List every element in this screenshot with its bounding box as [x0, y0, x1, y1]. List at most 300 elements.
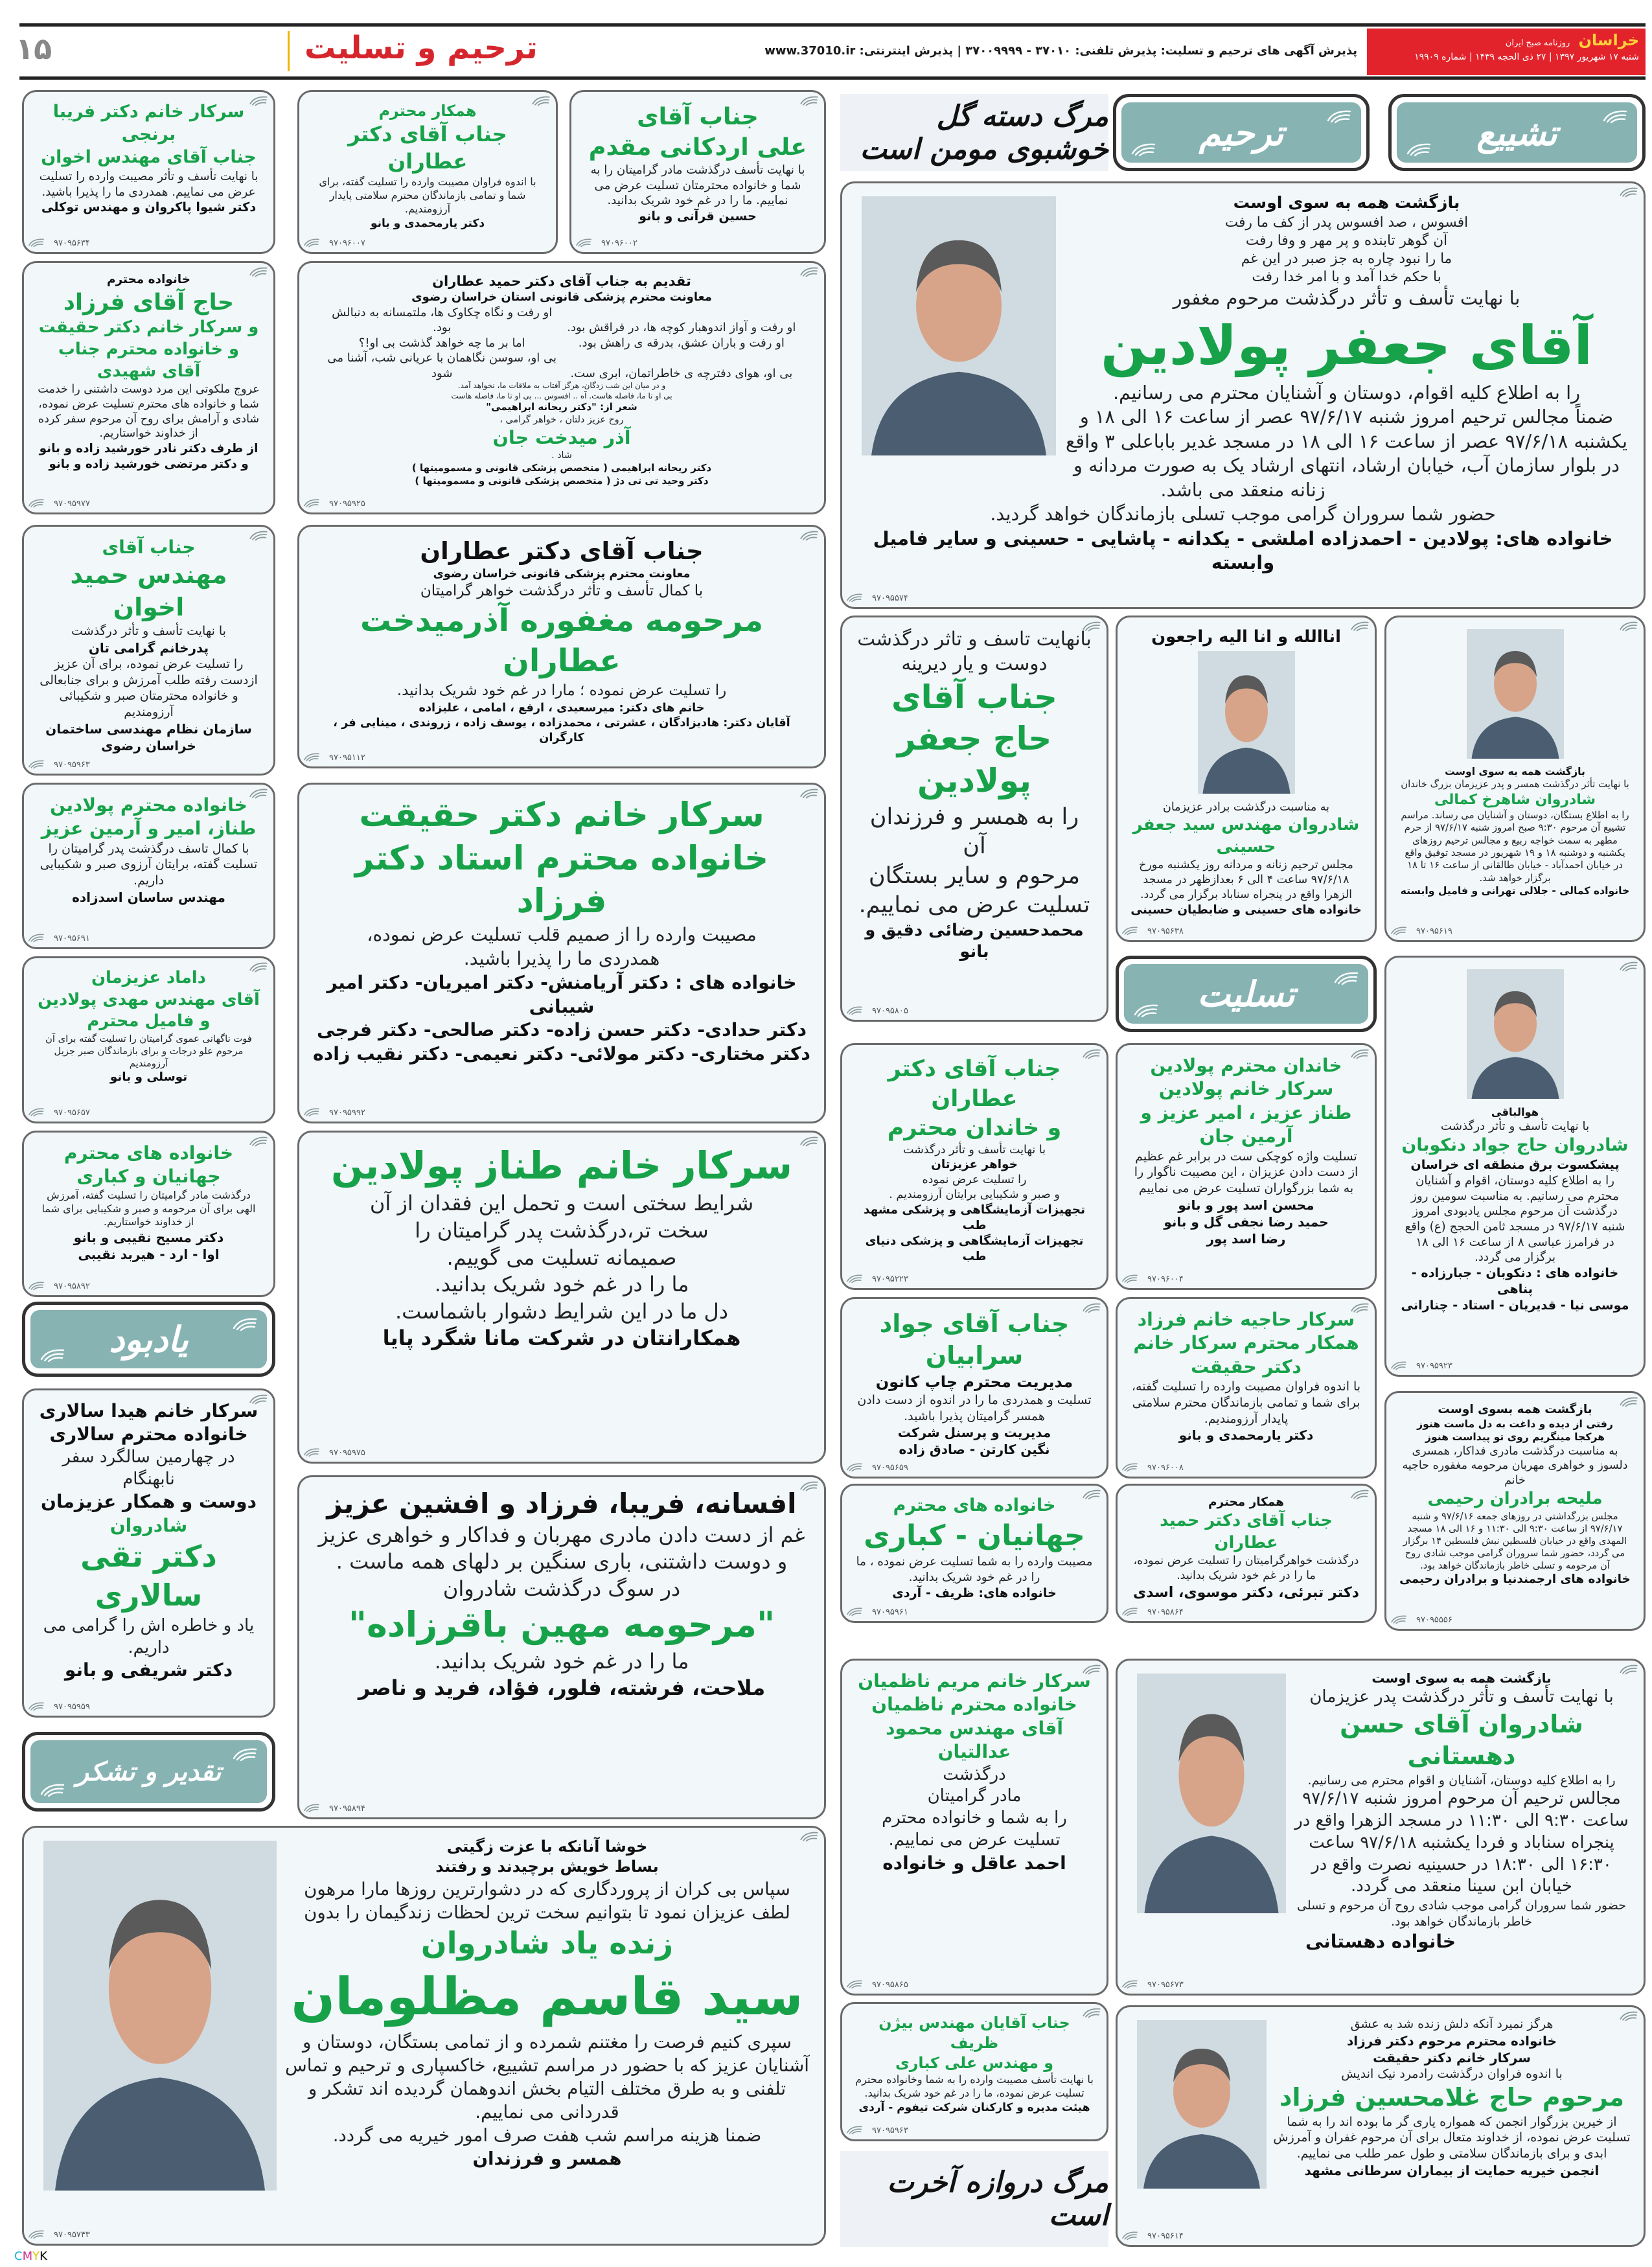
- ad-bold-line: خانواده محترم مرحوم دکتر فرزاد: [1347, 2032, 1557, 2049]
- obituary-ad-nazemian: [840, 1659, 1108, 1996]
- obituary-ad-attaran-top: [297, 90, 558, 254]
- ad-highlight-name: و خاندان محترم: [887, 1114, 1062, 1142]
- ad-reference-code: ۹۷۰۹۵۸۶۴: [1147, 1607, 1184, 1617]
- ad-highlight-name: سید قاسم مظلومان: [291, 1966, 803, 2027]
- ornament-icon: [303, 236, 320, 249]
- ornament-icon: [1390, 924, 1407, 937]
- ad-text-line: را به اطلاع کلیه اقوام، دوستان و آشنایان محترم می رسانیم.: [1112, 381, 1581, 404]
- portrait-photo: [1137, 2020, 1267, 2189]
- ad-bold-line: دکتر یارمحمدی و بانو: [1178, 1427, 1314, 1444]
- ad-highlight-name: همکار محترم: [378, 102, 477, 120]
- ad-highlight-name: خانواده های محترم: [63, 1142, 234, 1164]
- ad-bold-line: محمدحسین رضائی دقیق و بانو: [865, 920, 1084, 962]
- ad-bold-line: اوا - ارد - هیربد نقیبی: [78, 1247, 220, 1263]
- ad-text-line: فوت ناگهانی عموی گرامیتان را تسلیت گفته برای آن مرحوم علو درجات و برای بازماندگان صبر جزیل آرزومندیم: [45, 1033, 252, 1069]
- ad-bold-line: بازگشت همه به سوی اوست: [1445, 765, 1585, 777]
- ad-text-line: سپاس بی کران از پروردگاری که در دشوارترین روزها مارا مرهون لطف عزیزان نمود تا بتوانیم سخت ترین لحظات زندگیمان را بدون: [304, 1878, 790, 1923]
- ad-bold-line: ملاحت، فرشته، فلور، فؤاد، فرید و ناصر: [358, 1675, 766, 1701]
- ad-text-line: در سوگ درگذشت شادروان: [442, 1576, 681, 1601]
- calligraphy-bottom: مرگ دروازه آخرت است: [840, 2151, 1108, 2247]
- ornament-icon: [249, 94, 268, 107]
- obituary-ad-sarabian: [840, 1297, 1108, 1479]
- obituary-ad-hamid-attaran: [1116, 1484, 1377, 1623]
- ad-highlight-name: دکتر تقی سالاری: [80, 1539, 217, 1613]
- ad-bold-line: خراسان رضوی: [101, 737, 196, 754]
- ornament-icon: [249, 1392, 268, 1405]
- ad-text-line: را تسلیت عرض نموده ؛ مارا در غم خود شریک بدانید.: [396, 682, 727, 700]
- ad-highlight-name: جناب آقای: [102, 536, 196, 558]
- ad-highlight-name: آذر میدخت جان: [492, 426, 631, 449]
- ad-bold-line: اناالله و انا الیه راجعون: [1151, 627, 1341, 647]
- portrait-photo: [1467, 629, 1564, 759]
- ad-highlight-name: و مهندس علی کباری: [895, 2053, 1054, 2072]
- ad-bold-line: هیئت مدیره و کارکنان شرکت تیفوم - آردی: [858, 2100, 1090, 2114]
- ornament-icon: [799, 94, 819, 107]
- ad-bold-line: از طرف دکتر نادر خورشید زاده و بانو: [39, 442, 258, 456]
- ornament-icon: [1619, 1395, 1638, 1408]
- ad-bold-line: خانواده های: پولادین - احمدزاده املشی - یکدانه - پاشایی - حسینی و سایر فامیل وابسته: [873, 527, 1613, 574]
- ad-bold-line: دوست و همکار عزیزمان: [41, 1491, 257, 1513]
- ad-bold-line: تجهیزات آزمایشگاهی و پزشکی مشهد طب: [863, 1203, 1085, 1232]
- banner-label: تسلیت: [1197, 973, 1295, 1015]
- ad-text-line: در چهارمین سالگرد سفر نابهنگام: [62, 1447, 235, 1489]
- obituary-ad-gholamhossein-farzad: [1116, 2005, 1646, 2247]
- ad-text-line: به مناسبت درگذشت برادر عزیزمان: [1162, 800, 1330, 814]
- ornament-icon: [799, 1830, 819, 1843]
- ad-reference-code: ۹۷۰۹۵۹۷۷: [54, 499, 90, 509]
- ad-highlight-name: آقای مهندس مهدی پولادین: [38, 989, 260, 1009]
- ad-text-line: با کمال تأسف و تأثر درگذشت خواهر گرامیتان: [420, 582, 704, 600]
- ad-highlight-name: داماد عزیزمان: [91, 968, 207, 987]
- ad-text-line: آن گوهر تابنده و پر مهر و وفا رفت: [1245, 232, 1448, 249]
- ad-highlight-name: ملیحه برادران رحیمی: [1427, 1488, 1603, 1508]
- ad-bold-line: مدیریت و پرسنل شرکت: [897, 1425, 1051, 1441]
- ad-highlight-name: خانواده های محترم: [893, 1495, 1056, 1515]
- ad-bold-line: حسین قرآنی و بانو: [639, 208, 757, 224]
- obituary-ad-farzad-haghighat: [1116, 1297, 1377, 1479]
- ad-highlight-name: همکار محترم سرکار خانم دکتر حقیقت: [1133, 1332, 1359, 1377]
- ad-bold-line: محسن اسد پور و بانو: [1178, 1197, 1314, 1213]
- ornament-icon: [1130, 139, 1156, 159]
- ornament-icon: [249, 265, 268, 278]
- ornament-icon: [799, 787, 819, 800]
- ad-highlight-name: شادروان: [109, 1514, 188, 1536]
- cmyk-m: M: [22, 2250, 33, 2263]
- ad-bold-line: همسر و فرزندان: [472, 2147, 622, 2169]
- ad-highlight-name: مرحوم حاج غلامحسین فرزاد: [1279, 2083, 1624, 2112]
- ad-text-line: حضور شما سروران گرامی موجب شادی روح آن مرحوم و تسلی خاطر بازماندگان خواهد بود.: [1297, 1898, 1626, 1929]
- ad-bold-line: موسی نیا - قدیریان - استاد - چنارانی: [1401, 1297, 1629, 1313]
- banner-tarhim: [1113, 94, 1370, 171]
- ad-bold-line: دکتر شریفی و بانو: [64, 1659, 233, 1681]
- ad-bold-line: و دکتر مرتضی خورشید زاده و بانو: [49, 457, 249, 472]
- ad-reference-code: ۹۷۰۹۵۸۹۴: [329, 1804, 365, 1813]
- ad-text-line: سپری کنیم فرصت را مغتنم شمرده و از تمامی بستگان، دوستان و آشنایان عزیز که با حضور در مراسم تشییع، خاکسپاری و ترحیم و تماس تلفنی و به طرق مختلف التیام بخش اندوهمان گردیده اند تشکر و قدردانی می نماییم.: [285, 2031, 809, 2123]
- ad-reference-code: ۹۷۰۹۵۸۹۲: [54, 1282, 90, 1291]
- newspaper-logo: خراسان: [1578, 31, 1639, 49]
- ad-text-line: با اندوه فراوان مصیبت وارده را تسلیت گفته، برای شما و تمامی بازماندگان محترم سلامتی پایدار آرزومندیم.: [319, 175, 536, 215]
- ad-reference-code: ۹۷۰۹۵۹۲۳: [1416, 1361, 1452, 1371]
- ornament-icon: [846, 1460, 863, 1473]
- ad-highlight-name: و فامیل محترم: [87, 1011, 211, 1031]
- ornament-icon: [232, 1744, 258, 1764]
- ornament-icon: [28, 236, 45, 249]
- page-number: ۱۵: [16, 31, 52, 66]
- ad-text-line: یاد و خاطره اش را گرامی می داریم.: [43, 1615, 255, 1657]
- ad-bold-line: معاونت محترم پزشکی قانونی خراسان رضوی: [433, 568, 691, 581]
- ornament-icon: [1602, 106, 1628, 126]
- ad-bold-line: توسلی و بانو: [109, 1070, 188, 1085]
- ad-highlight-name: شادروان شاهرخ کمالی: [1434, 791, 1596, 808]
- ad-bold-line: خوشا آنانکه با عزت زگیتی: [446, 1837, 648, 1856]
- ad-highlight-name: سرکار حاجیه خانم فرزاد: [1137, 1309, 1355, 1330]
- ad-text-line: را تسلیت عرض نموده: [922, 1173, 1027, 1187]
- banner-label: ترحیم: [1199, 111, 1284, 154]
- ad-highlight-name: علی اردکانی مقدم: [588, 133, 807, 161]
- ad-highlight-name: شادروان مهندس سید جعفر حسینی: [1132, 815, 1360, 857]
- obituary-ad-bornaji: [22, 90, 275, 254]
- ad-text-line: را به اطلاع بستگان، دوستان و آشنایان می رساند. مراسم تشییع آن مرحوم ۹:۳۰ صبح امروز شنبه ۹۷/۶/۱۷ از حرم مطهر به سمت خواجه ربیع و مجالس ترحیم روزهای یکشنبه و دوشنبه ۱۸ و ۱۹ شهریور در مسجد توفیق واقع در خیابان احمدآباد - خیابان طالقانی از ساعت ۱۶ تا ۱۸ برگزار خواهد شد.: [1401, 809, 1629, 884]
- obituary-ad-attaran-azar: [297, 525, 826, 768]
- obituary-ad-ardakani: [569, 90, 826, 254]
- ad-highlight-name: جناب آقای: [637, 102, 759, 130]
- ornament-icon: [1619, 619, 1638, 632]
- obituary-ad-jahanian-left: [22, 1131, 275, 1297]
- ornament-icon: [799, 265, 819, 278]
- ad-highlight-name: آقای جعفر پولادین: [1101, 314, 1592, 377]
- ad-text-line: همدردی ما را پذیرا باشید.: [463, 947, 660, 969]
- ad-text-line: با نهایت تأسف و تأثر درگذشت: [1440, 1120, 1590, 1134]
- ad-bold-line: حمید رضا نجفی گل و بانو: [1164, 1214, 1329, 1230]
- ornament-icon: [1406, 139, 1432, 159]
- issue-date: شنبه ۱۷ شهریور ۱۳۹۷ | ۲۷ ذی الحجه ۱۴۳۹ | شماره ۱۹۹۰۹: [1414, 52, 1639, 62]
- ad-text-line: مجلس بزرگداشتی در روزهای جمعه ۹۷/۶/۱۶ و شنبه ۹۷/۶/۱۷ از ساعت ۹:۳۰ الی ۱۱:۳۰ و ۱۶ الی ۱۸ مسجد المهدی واقع در خیابان فلسطین نبش فلسطین ۱۴ برگزار می گردد، حضور شما سروران گرامی موجب شادی روح آن مرحومه و تسلی خاطر بازماندگان خواهد بود.: [1403, 1510, 1627, 1572]
- ad-text-line: مصیبت وارده را به شما تسلیت عرض نموده ، ما را در غم خود شریک بدانید.: [856, 1555, 1093, 1585]
- ad-bold-line: دکتر مسیح نقیبی و بانو: [73, 1230, 224, 1246]
- ad-bold-line: خانم های دکتر: میرسعیدی ، ارفع ، امامی ، علیزاده: [419, 702, 705, 715]
- ad-bold-line: بازگشت همه به سوی اوست: [1371, 1670, 1552, 1686]
- ornament-icon: [575, 236, 592, 249]
- ad-bold-line: نگین کارتن - صادق زاده: [899, 1442, 1050, 1458]
- ad-highlight-name: جناب آقای دکتر حمید عطاران: [1160, 1510, 1333, 1552]
- ad-highlight-name: خاندان محترم پولادین: [1150, 1055, 1342, 1076]
- ad-text-line: با نهایت تأسف مصیبت وارده را به شما وخانواده محترم تسلیت عرض نموده، ما را در غم خود شریک بدانید.: [855, 2073, 1094, 2099]
- header-bottom-rule: [19, 76, 1646, 80]
- ad-bold-line: معاونت محترم پزشکی قانونی استان خراسان رضوی: [411, 290, 712, 305]
- ornament-icon: [846, 1605, 863, 1618]
- ornament-icon: [1390, 1613, 1407, 1626]
- ad-highlight-name: جهانیان - کباری: [864, 1519, 1085, 1552]
- ad-text-line: ضمنا هزینه مراسم شب هفت صرف امور خیریه می گردد.: [332, 2124, 762, 2146]
- ad-text-line: با نهایت تأثر درگذشت همسر و پدر عزیزمان بزرگ خاندان: [1401, 778, 1629, 790]
- ornament-icon: [1082, 1301, 1101, 1314]
- newspaper-tagline: روزنامه صبح ایران: [1505, 38, 1570, 48]
- ornament-icon: [1082, 1663, 1101, 1675]
- obituary-ad-pouladin-family: [22, 783, 275, 949]
- ad-reference-code: ۹۷۰۹۵۶۳۴: [54, 238, 90, 248]
- ad-text-line: و صبر و شکیبایی برایتان آرزومندیم .: [889, 1188, 1060, 1202]
- ad-bold-line: دکتر مختاری- دکتر مولائی- دکتر نعیمی- دکتر نقیب زاده: [313, 1043, 810, 1065]
- ad-reference-code: ۹۷۰۹۶۰۰۸: [1147, 1463, 1184, 1473]
- ad-text-line: روح عزیز دلتان ، خواهر گرامی ،: [499, 414, 624, 425]
- ad-text-line: درگذشت خواهرگرامیتان را تسلیت عرض نموده، ما را در غم خود شریک بدانید.: [1133, 1554, 1359, 1582]
- ad-text-line: بی او تا ما، فاصله هاست. آه .. افسوس ... بی او تا ما، فاصله هاست: [451, 391, 672, 400]
- ad-highlight-name: آقای مهندس محمود عدالتیان: [886, 1717, 1063, 1763]
- ornament-icon: [40, 1780, 65, 1799]
- ad-highlight-name: جناب آقای مهندس اخوان: [41, 146, 257, 167]
- ad-highlight-name: خانواده محترم پولادین: [50, 794, 247, 816]
- ad-bold-line: انجمن خیریه حمایت از بیماران سرطانی مشهد: [1304, 2162, 1600, 2178]
- ornament-icon: [249, 960, 268, 973]
- obituary-ad-akhavan: [22, 525, 275, 776]
- ad-text-line: تسلیت و همدردی ما را در اندوه از دست دادن همسر گرامیتان پذیرا باشید.: [857, 1392, 1092, 1423]
- ad-bold-line: همکار محترم: [1208, 1495, 1284, 1509]
- ad-reference-code: ۹۷۰۹۵۶۹۱: [54, 934, 90, 943]
- ornament-icon: [1350, 1301, 1370, 1314]
- ad-text-line: با اندوه فراوان درگذشت رادمرد نیک اندیش: [1341, 2066, 1563, 2081]
- ad-bold-line: دکتر ریحانه ابراهیمی ( متخصص پزشکی قانونی و مسمومیتها ): [411, 461, 712, 474]
- obituary-ad-haj-jafar: [840, 616, 1108, 1022]
- ornament-icon: [303, 496, 320, 509]
- ad-reference-code: ۹۷۰۹۵۸۶۵: [872, 1980, 908, 1990]
- ad-text-line: سخت تر،درگذشت پدر گرامیتان را: [415, 1217, 709, 1243]
- ornament-icon: [28, 1699, 45, 1712]
- ornament-icon: [846, 1977, 863, 1990]
- obituary-ad-damad: [22, 956, 275, 1123]
- ad-text-line: ما را در غم خود شریک بدانید.: [434, 1648, 689, 1674]
- obituary-ad-dehestani: [1116, 1659, 1646, 1996]
- ad-bold-line: تقدیم به جناب آقای دکتر حمید عطاران: [432, 273, 691, 289]
- ad-text-line: با نهایت تأسف و تأثر مصیبت وارده را تسلیت عرض می نماییم. همدردی ما را پذیرا باشید.: [39, 169, 258, 199]
- ornament-icon: [799, 1134, 819, 1147]
- ad-submission-info: پذیرش آگهی های ترحیم و تسلیت: پذیرش تلفنی: ۳۷۰۱۰ - ۳۷۰۰۹۹۹۹ | پذیرش اینترنتی: www.37010.ir: [764, 44, 1357, 58]
- ornament-icon: [28, 496, 45, 509]
- ad-text-line: تسلیت عرض می نماییم.: [858, 892, 1090, 919]
- ad-text-line: او رفت و آواز اندوهبار کوچه ها، در فراقش بود.: [567, 321, 796, 335]
- ad-bold-line: خانواده محترم سالاری: [49, 1423, 248, 1445]
- ad-highlight-name: طناز عزیز ، امیر عزیز و آرمین جان: [1140, 1101, 1352, 1147]
- ad-text-line: درگذشت مادر گرامیتان را تسلیت گفته، آمرزش الهی برای آن مرحومه و صبر و شکیبایی برای شما از خداوند خواستاریم.: [41, 1188, 256, 1228]
- obituary-ad-haghighat: [297, 783, 826, 1123]
- ad-reference-code: ۹۷۰۹۵۶۳۸: [1147, 926, 1184, 936]
- ad-bold-line: پیشکسوت برق منطقه ای خراسان: [1410, 1157, 1620, 1172]
- ornament-icon: [1350, 619, 1370, 632]
- ad-text-line: او رفت و باران عشق، بدرقه ی راهش بود.: [578, 336, 785, 350]
- ad-bold-line: تجهیزات آزمایشگاهی و پزشکی دنیای طب: [865, 1234, 1084, 1263]
- ad-bold-line: رفتی از دیده و داغت به دل ماست هنوز: [1417, 1417, 1613, 1430]
- ad-bold-line: خانواده های : دکتر آریامنش- دکتر امیریان- دکتر امیر شیبانی: [327, 971, 797, 1017]
- obituary-ad-dankooban: [1384, 956, 1646, 1377]
- ad-reference-code: ۹۷۰۹۶۰۰۴: [1147, 1274, 1184, 1284]
- ornament-icon: [1082, 2006, 1101, 2019]
- cmyk-k: K: [40, 2250, 47, 2263]
- ad-bold-line: بساط خویش برچیدند و رفتند: [435, 1858, 659, 1876]
- ad-reference-code: ۹۷۰۹۵۱۱۲: [329, 753, 365, 763]
- ad-text-line: با حکم خدا آمد و با امر خدا رفت: [1252, 269, 1441, 286]
- ad-text-line: مجالس ترحیم آن مرحوم امروز شنبه ۹۷/۶/۱۷ ساعت ۹:۳۰ الی ۱۱:۳۰ در مسجد الزهرا واقع در پنجراه سناباد و فردا یکشنبه ۹۷/۶/۱۸ ساعت ۱۶:۳۰ الی ۱۸:۳۰ در حسینیه نصرت واقع در خیابان ابن سینا منعقد می گردد.: [1294, 1789, 1629, 1896]
- obituary-ad-tannaz: [297, 1131, 826, 1464]
- ad-text-line: شاد .: [551, 450, 572, 461]
- ornament-icon: [28, 931, 45, 944]
- ad-bold-line: سرکار خانم هیدا سالاری: [39, 1400, 258, 1421]
- ornament-icon: [1350, 1488, 1370, 1501]
- ad-reference-code: ۹۷۰۹۵۹۵۹: [54, 1702, 90, 1712]
- banner-taqdir: [22, 1732, 275, 1812]
- ad-bold-line: خانواده کمالی - جلالی تهرانی و فامیل وابسته: [1400, 884, 1630, 897]
- ad-highlight-name: سرکار خانم دکتر فریبا برنجی: [52, 102, 245, 144]
- ornament-icon: [846, 2123, 863, 2136]
- ad-bold-line: افسانه، فریبا، فرزاد و افشین عزیز: [327, 1488, 797, 1519]
- ornament-icon: [1082, 1047, 1101, 1060]
- ornament-icon: [846, 591, 863, 604]
- ornament-icon: [1121, 1605, 1138, 1618]
- ornament-icon: [303, 1105, 320, 1118]
- ad-highlight-name: شادروان آقای حسن دهستانی: [1340, 1709, 1583, 1771]
- obituary-ad-mazluman: [22, 1826, 826, 2246]
- obituary-ad-attaran-family: [840, 1043, 1108, 1290]
- ad-reference-code: ۹۷۰۹۵۹۹۲: [329, 1108, 365, 1118]
- obituary-ad-jafar-main: [840, 181, 1646, 609]
- ad-reference-code: ۹۷۰۹۵۹۶۳: [54, 760, 90, 770]
- ad-text-line: درگذشت: [943, 1764, 1006, 1784]
- ad-reference-code: ۹۷۰۹۵۵۵۶: [1416, 1615, 1452, 1625]
- print-color-marks: [14, 2250, 47, 2264]
- ad-text-line: بانهایت تاسف و تاثر درگذشت: [857, 628, 1092, 650]
- ornament-icon: [846, 1004, 863, 1017]
- ad-text-line: صمیمانه تسلیت می گوییم.: [446, 1245, 677, 1270]
- ornament-icon: [28, 2227, 45, 2240]
- ad-reference-code: ۹۷۰۹۵۶۷۳: [1147, 1980, 1184, 1990]
- ad-text-line: تسلیت واژه کوچکی ست در برابر غم عظیم از دست دادن عزیزان ، این مصیبت ناگوار را به شما بزرگواران تسلیت عرض می نماییم: [1134, 1149, 1359, 1195]
- ad-reference-code: ۹۷۰۹۵۲۲۳: [872, 1274, 908, 1284]
- ornament-icon: [232, 1314, 258, 1333]
- ad-bold-line: سازمان نظام مهندسی ساختمان: [45, 720, 252, 737]
- ornament-icon: [531, 94, 551, 107]
- ad-bold-line: هوالباقی: [1491, 1106, 1539, 1118]
- banner-label: یادبود: [109, 1318, 189, 1360]
- cmyk-c: C: [14, 2250, 23, 2263]
- ad-highlight-name: سرکار خانم مریم ناظمیان: [858, 1670, 1091, 1692]
- ad-text-line: را به همسر و فرزندان آن: [869, 803, 1079, 860]
- ad-highlight-name: سرکار خانم دکتر حقیقت: [359, 796, 764, 834]
- ad-reference-code: ۹۷۰۹۵۷۴۳: [54, 2230, 90, 2240]
- ad-bold-line: شعر از: "دکتر ریحانه ابراهیمی": [486, 401, 637, 413]
- portrait-photo: [862, 196, 1056, 455]
- ad-bold-line: خانواده دهستانی: [1305, 1930, 1456, 1952]
- ornament-icon: [249, 529, 268, 542]
- ad-reference-code: ۹۷۰۹۵۹۷۵: [329, 1448, 365, 1458]
- ornament-icon: [28, 1279, 45, 1292]
- ad-highlight-name: و خانواده محترم جناب آقای شهیدی: [58, 339, 240, 381]
- ornament-icon: [40, 1345, 65, 1364]
- portrait-photo: [43, 1841, 277, 2191]
- ad-text-line: را به اطلاع کلیه دوستان، آشنایان و اقوام محترم می رسانیم.: [1307, 1773, 1616, 1788]
- portrait-photo: [1198, 651, 1295, 794]
- ad-reference-code: ۹۷۰۹۵۹۲۵: [329, 499, 365, 509]
- obituary-ad-afsaneh: [297, 1475, 826, 1819]
- ad-highlight-name: و سرکار خانم دکتر حقیقت: [38, 317, 259, 338]
- ornament-icon: [1121, 1460, 1138, 1473]
- ad-highlight-name: جناب آقایان مهندس بیژن ظریف: [878, 2014, 1070, 2052]
- ad-text-line: ما را نبود چاره به جز صبر در این غم: [1241, 251, 1452, 268]
- ad-text-line: حضور شما سروران گرامی موجب تسلی بازماندگان خواهد گردید.: [990, 503, 1496, 525]
- ornament-icon: [28, 1105, 45, 1118]
- banner-label: تقدیر و تشکر: [76, 1756, 222, 1787]
- ad-highlight-name: زنده یاد شادروان: [420, 1926, 674, 1961]
- ornament-icon: [1121, 1272, 1138, 1285]
- ad-reference-code: ۹۷۰۹۵۸۰۵: [872, 1006, 908, 1016]
- ornament-icon: [1350, 1047, 1370, 1060]
- ad-text-line: و در میان این شب زدگان، هرگز آفتاب به ملاقات ما، نخواهد آمد.: [457, 380, 666, 390]
- ad-highlight-name: طناز، امیر و آرمین عزیز: [41, 818, 257, 840]
- banner-tashyi: [1388, 94, 1646, 171]
- ornament-icon: [1121, 2229, 1138, 2242]
- ornament-icon: [1333, 968, 1359, 987]
- newspaper-masthead: [1367, 29, 1646, 75]
- ad-text-line: ما را در غم خود شریک بدانید.: [434, 1272, 689, 1297]
- ad-bold-line: آقایان دکتر: هادیزادگان ، عشرتی ، محمدزاده ، یوسف زاده ، زروندی ، مینایی فر ، کارگران: [333, 717, 790, 745]
- ad-bold-line: مهندس ساسان اسدزاده: [72, 889, 225, 905]
- ad-bold-line: دکتر شیوا پاکروان و مهندس توکلی: [41, 200, 257, 215]
- ad-highlight-name: مرحومه مغفوره آذرمیدخت عطاران: [360, 603, 764, 680]
- banner-yadbood: [22, 1302, 275, 1377]
- ad-bold-line: خانواده محترم: [107, 273, 190, 286]
- ad-text-line: با نهایت تأسف و تأثر درگذشت پدر عزیزمان: [1309, 1687, 1614, 1707]
- obituary-ad-kamali: [1384, 616, 1646, 942]
- ad-highlight-name: خانواده محترم استاد دکتر فرزاد: [354, 838, 769, 921]
- ornament-icon: [846, 1272, 863, 1285]
- section-title: ترحیم و تسلیت: [304, 30, 538, 66]
- ornament-icon: [1082, 619, 1101, 632]
- ad-reference-code: ۹۷۰۹۵۹۶۱: [872, 1607, 908, 1617]
- ad-bold-line: سرکار خانم دکتر حقیقت: [1373, 2049, 1531, 2066]
- ad-reference-code: ۹۷۰۹۶۰۰۷: [329, 238, 365, 248]
- ad-highlight-name: مهندس حمید اخوان: [70, 560, 227, 621]
- ad-text-line: اما بر ما چه خواهد گذشت بی او!؟: [358, 336, 525, 350]
- ad-text-line: با نهایت تأسف و تأثر درگذشت: [902, 1143, 1046, 1157]
- obituary-ad-hosseini: [1116, 616, 1377, 942]
- ad-text-line: عروج ملکوتی این مرد دوست داشتنی را خدمت شما و خانواده های محترم تسلیت عرض نموده، شادی و آرامش برای روح آن مرحوم سفر کرده از خداوند خواستاریم.: [38, 383, 260, 441]
- obituary-ad-farzad-family: [22, 261, 275, 514]
- ad-reference-code: ۹۷۰۹۵۶۵۹: [872, 1463, 908, 1473]
- ad-text-line: دل ما در این شرایط دشوار باشماست.: [395, 1298, 728, 1324]
- ornament-icon: [1326, 106, 1352, 126]
- header-divider: [288, 31, 290, 71]
- ad-text-line: را تسلیت عرض نموده، برای آن عزیز ازدست رفته طلب آمرزش و برای جنابعالی و خانواده محترمتان صبر و شکیبائی آرزومندیم: [40, 656, 258, 719]
- ad-text-line: تسلیت عرض می نماییم.: [888, 1830, 1061, 1850]
- ad-highlight-name: جهانیان و کباری: [76, 1166, 221, 1188]
- ad-bold-line: خانواده های: ظریف - آردی: [892, 1585, 1057, 1600]
- ornament-icon: [1619, 960, 1638, 972]
- ad-bold-line: پدرخانم گرامی تان: [88, 639, 209, 656]
- ornament-icon: [1619, 185, 1638, 198]
- ad-highlight-name: خانواده محترم ناظمیان: [871, 1694, 1077, 1716]
- banner-tasliat: [1116, 956, 1377, 1032]
- ad-reference-code: ۹۷۰۹۵۹۶۳: [872, 2126, 908, 2135]
- obituary-ad-salari: [22, 1388, 275, 1718]
- portrait-photo: [1467, 969, 1564, 1099]
- ad-text-line: هرگز نمیرد آنکه دلش زنده شد به عشق: [1350, 2017, 1554, 2031]
- ad-text-line: با کمال تاسف درگذشت پدر گرامیتان را تسلیت گفته، برایتان آرزوی صبر و شکیبایی داریم.: [40, 841, 258, 888]
- ad-text-line: مرحوم و سایر بستگان: [868, 862, 1081, 889]
- ad-bold-line: بازگشت همه بسوی اوست: [1438, 1403, 1592, 1416]
- ad-bold-line: خواهر عزیزتان: [931, 1158, 1018, 1172]
- ad-bold-line: احمد عاقل و خانواده: [882, 1852, 1066, 1874]
- ad-text-line: مصیبت وارده را از صمیم قلب تسلیت عرض نموده،: [367, 924, 757, 946]
- obituary-ad-pouladin-khandan: [1116, 1043, 1377, 1290]
- ad-bold-line: همکارانتان در شرکت مانا شگرد پایا: [382, 1326, 741, 1351]
- ornament-icon: [1619, 1663, 1638, 1675]
